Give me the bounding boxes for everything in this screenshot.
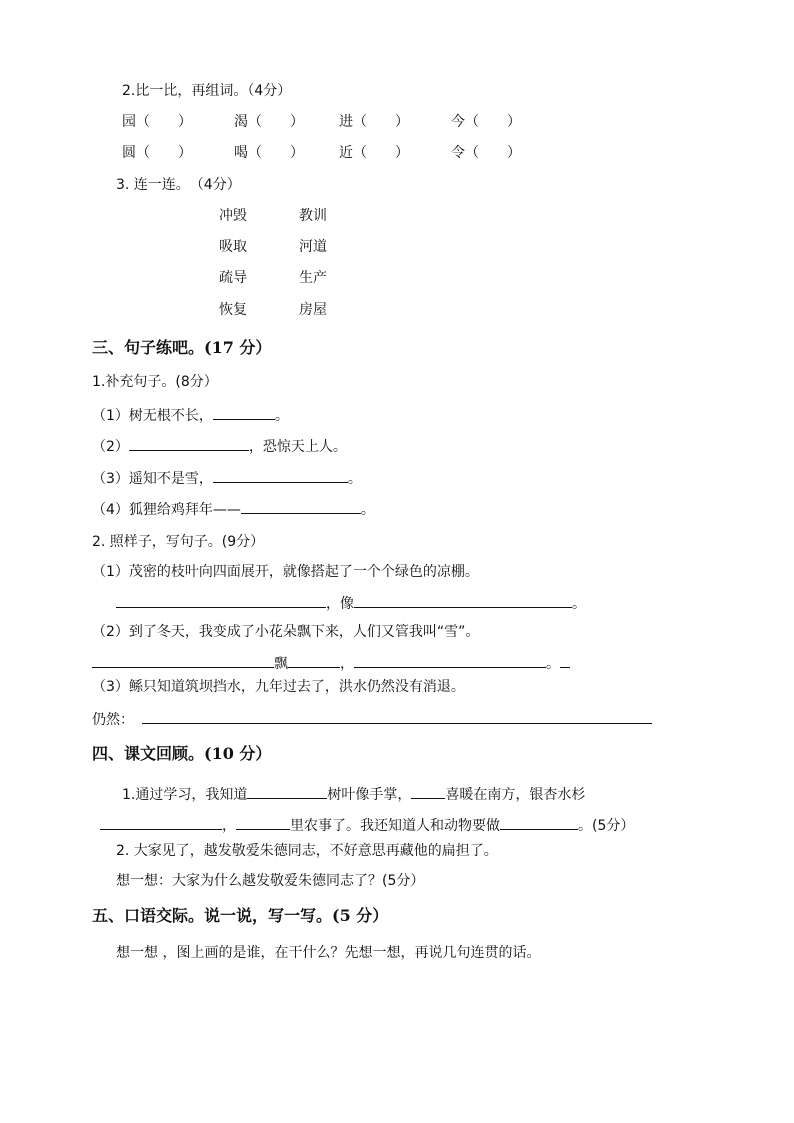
period: 。: [572, 596, 586, 612]
q2-row1-item2: 渴（ ）: [234, 114, 304, 130]
answer-blank[interactable]: [354, 653, 546, 668]
answer-blank[interactable]: [129, 436, 249, 451]
section5-heading: 五、口语交际。说一说，写一写。(5 分）: [92, 906, 389, 925]
s3-q2-answer2: [92, 653, 570, 673]
q3-left-1: 冲毁: [219, 208, 247, 224]
s3-q1-item1: [92, 405, 289, 425]
s3-q1-item3: [92, 468, 362, 488]
answer-blank[interactable]: [241, 499, 361, 514]
s3-q2-example1: （1）茂密的枝叶向四面展开，就像搭起了一个个绿色的凉棚。: [92, 564, 479, 580]
s4-q1-line1: [122, 784, 585, 804]
s3-q2-answer1: [116, 593, 586, 613]
s4-q1-text-a: 1.通过学习，我知道: [122, 787, 248, 803]
answer-blank[interactable]: [288, 653, 340, 668]
q2-row2-item3: 近（ ）: [339, 145, 409, 161]
q2-row2-item4: 令（ ）: [451, 145, 521, 161]
item-suffix: 。: [347, 471, 362, 487]
answer-blank[interactable]: [500, 815, 578, 830]
s3-q1-item2: [92, 436, 347, 456]
q3-left-4: 恢复: [219, 302, 247, 318]
q2-row1-item1: 园（ ）: [122, 114, 192, 130]
still-label: 仍然：: [92, 712, 134, 728]
s4-q1-text-f: 。(5分）: [578, 818, 635, 834]
q3-right-4: 房屋: [299, 302, 327, 318]
s4-q1-line2: [100, 815, 634, 835]
item-prefix: （1）树无根不长，: [92, 408, 213, 424]
s4-q2-text: 2. 大家见了，越发敬爱朱德同志，不好意思再藏他的扁担了。: [116, 843, 498, 859]
answer-blank[interactable]: [100, 815, 222, 830]
q3-right-2: 河道: [299, 239, 327, 255]
answer-blank[interactable]: [142, 709, 652, 724]
q3-right-1: 教训: [299, 208, 327, 224]
q2-row1-item4: 今（ ）: [451, 114, 521, 130]
answer-blank[interactable]: [116, 593, 326, 608]
q2-row2-item2: 喝（ ）: [234, 145, 304, 161]
item-prefix: （4）狐狸给鸡拜年——: [92, 502, 241, 518]
answer-blank[interactable]: [236, 815, 290, 830]
q3-right-3: 生产: [299, 270, 327, 286]
answer-blank[interactable]: [213, 468, 348, 483]
s4-q1-text-b: 树叶像手掌，: [327, 787, 412, 803]
answer-blank[interactable]: [411, 784, 445, 799]
item-prefix: （3）遥知不是雪，: [92, 471, 213, 487]
section4-heading: 四、课文回顾。(10 分）: [92, 744, 272, 763]
item-suffix: ，恐惊天上人。: [248, 439, 347, 455]
s4-q1-text-c: 喜暖在南方，银杏水杉: [445, 787, 586, 803]
answer-blank[interactable]: [354, 593, 572, 608]
answer-blank[interactable]: [92, 653, 274, 668]
answer-blank[interactable]: [213, 405, 275, 420]
q3-left-2: 吸取: [219, 239, 247, 255]
answer-blank[interactable]: [247, 784, 327, 799]
answer-blank-tail: [560, 653, 570, 668]
item-suffix: 。: [360, 502, 375, 518]
item-suffix: 。: [274, 408, 289, 424]
q2-row2-item1: 圆（ ）: [122, 145, 192, 161]
s3-q2-answer3: [92, 709, 652, 729]
q3-title: 3. 连一连。 （4分）: [116, 177, 241, 193]
comma: ，: [340, 656, 354, 672]
s3-q1-item4: [92, 499, 375, 519]
section3-heading: 三、句子练吧。(17 分）: [92, 338, 272, 357]
q3-left-3: 疏导: [219, 270, 247, 286]
s4-q1-text-e: 里农事了。我还知道人和动物要做: [290, 818, 500, 834]
q2-row1-item3: 进（ ）: [339, 114, 409, 130]
float-label: 飘: [274, 656, 288, 672]
item-prefix: （2）: [92, 439, 129, 455]
period: 。: [546, 656, 560, 672]
s4-q2-question: 想一想：大家为什么越发敬爱朱德同志了？(5分）: [116, 873, 425, 889]
q2-title: 2.比一比，再组词。（4分）: [122, 83, 292, 99]
s5-prompt: 想一想 ，图上画的是谁，在干什么？先想一想，再说几句连贯的话。: [116, 945, 541, 961]
s4-q1-text-d: ，: [222, 818, 236, 834]
s3-q2-example3: （3）鲧只知道筑坝挡水，九年过去了，洪水仍然没有消退。: [92, 679, 465, 695]
like-label: ，像: [326, 596, 354, 612]
s3-q2-example2: （2）到了冬天，我变成了小花朵飘下来，人们又管我叫“雪”。: [92, 624, 480, 640]
s3-q1-title: 1.补充句子。(8分）: [92, 374, 218, 390]
s3-q2-title: 2. 照样子，写句子。(9分）: [92, 534, 265, 550]
